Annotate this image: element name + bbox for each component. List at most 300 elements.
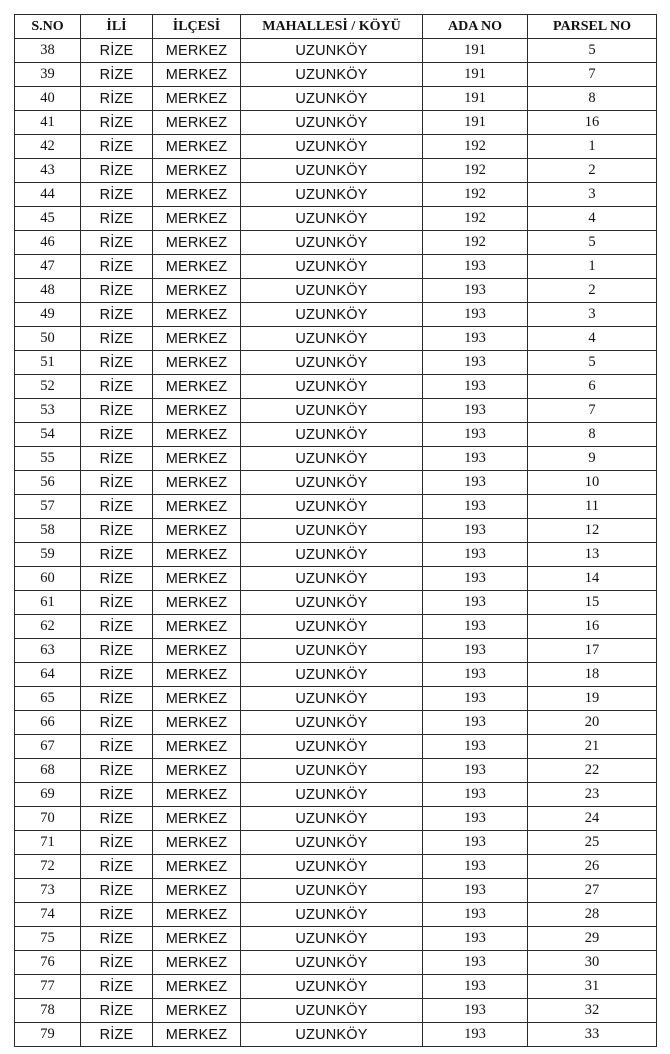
table-row <box>15 471 657 495</box>
cell-il: RİZE <box>81 471 153 495</box>
cell-mahalle: UZUNKÖY <box>241 855 423 879</box>
table-row <box>15 39 657 63</box>
header-ada: ADA NO <box>423 15 528 39</box>
cell-parsel: 24 <box>528 807 657 831</box>
cell-sno: 76 <box>15 951 81 975</box>
cell-sno: 60 <box>15 567 81 591</box>
cell-sno: 53 <box>15 399 81 423</box>
cell-mahalle: UZUNKÖY <box>241 879 423 903</box>
cell-sno: 47 <box>15 255 81 279</box>
cell-mahalle: UZUNKÖY <box>241 303 423 327</box>
cell-mahalle: UZUNKÖY <box>241 591 423 615</box>
table-row <box>15 255 657 279</box>
cell-sno: 40 <box>15 87 81 111</box>
cell-ilce: MERKEZ <box>153 759 241 783</box>
cell-parsel: 5 <box>528 39 657 63</box>
cell-mahalle: UZUNKÖY <box>241 663 423 687</box>
cell-sno: 77 <box>15 975 81 999</box>
table-row <box>15 639 657 663</box>
cell-mahalle: UZUNKÖY <box>241 783 423 807</box>
table-row <box>15 135 657 159</box>
cell-il: RİZE <box>81 279 153 303</box>
cell-parsel: 5 <box>528 351 657 375</box>
cell-sno: 57 <box>15 495 81 519</box>
cell-mahalle: UZUNKÖY <box>241 39 423 63</box>
header-row <box>15 15 657 39</box>
table-row <box>15 903 657 927</box>
cell-sno: 71 <box>15 831 81 855</box>
table-row <box>15 567 657 591</box>
table-row <box>15 1023 657 1047</box>
cell-ada: 193 <box>423 759 528 783</box>
cell-ada: 193 <box>423 615 528 639</box>
parcel-table <box>14 14 657 1047</box>
cell-mahalle: UZUNKÖY <box>241 327 423 351</box>
table-row <box>15 543 657 567</box>
cell-mahalle: UZUNKÖY <box>241 207 423 231</box>
cell-parsel: 3 <box>528 183 657 207</box>
cell-parsel: 1 <box>528 135 657 159</box>
cell-ilce: MERKEZ <box>153 927 241 951</box>
cell-mahalle: UZUNKÖY <box>241 375 423 399</box>
table-row <box>15 375 657 399</box>
cell-mahalle: UZUNKÖY <box>241 63 423 87</box>
cell-ada: 192 <box>423 231 528 255</box>
table-row <box>15 207 657 231</box>
cell-parsel: 27 <box>528 879 657 903</box>
cell-sno: 64 <box>15 663 81 687</box>
cell-mahalle: UZUNKÖY <box>241 927 423 951</box>
cell-parsel: 9 <box>528 447 657 471</box>
cell-il: RİZE <box>81 303 153 327</box>
table-row <box>15 831 657 855</box>
table-header <box>15 15 657 39</box>
table-row <box>15 279 657 303</box>
cell-il: RİZE <box>81 927 153 951</box>
cell-ilce: MERKEZ <box>153 615 241 639</box>
cell-sno: 72 <box>15 855 81 879</box>
cell-il: RİZE <box>81 687 153 711</box>
cell-parsel: 28 <box>528 903 657 927</box>
table-body <box>15 39 657 1047</box>
cell-ilce: MERKEZ <box>153 783 241 807</box>
cell-mahalle: UZUNKÖY <box>241 831 423 855</box>
cell-ada: 193 <box>423 567 528 591</box>
table-row <box>15 423 657 447</box>
cell-ada: 193 <box>423 303 528 327</box>
cell-ilce: MERKEZ <box>153 807 241 831</box>
cell-parsel: 2 <box>528 279 657 303</box>
cell-il: RİZE <box>81 519 153 543</box>
cell-mahalle: UZUNKÖY <box>241 183 423 207</box>
cell-ilce: MERKEZ <box>153 279 241 303</box>
cell-il: RİZE <box>81 567 153 591</box>
cell-ada: 193 <box>423 903 528 927</box>
cell-ilce: MERKEZ <box>153 567 241 591</box>
cell-parsel: 21 <box>528 735 657 759</box>
cell-mahalle: UZUNKÖY <box>241 351 423 375</box>
cell-il: RİZE <box>81 879 153 903</box>
cell-mahalle: UZUNKÖY <box>241 687 423 711</box>
table-row <box>15 63 657 87</box>
cell-mahalle: UZUNKÖY <box>241 639 423 663</box>
cell-mahalle: UZUNKÖY <box>241 999 423 1023</box>
cell-ada: 193 <box>423 639 528 663</box>
cell-mahalle: UZUNKÖY <box>241 111 423 135</box>
cell-il: RİZE <box>81 135 153 159</box>
cell-ada: 193 <box>423 855 528 879</box>
cell-ada: 193 <box>423 471 528 495</box>
cell-parsel: 33 <box>528 1023 657 1047</box>
cell-ilce: MERKEZ <box>153 687 241 711</box>
cell-ilce: MERKEZ <box>153 351 241 375</box>
table-row <box>15 399 657 423</box>
cell-mahalle: UZUNKÖY <box>241 543 423 567</box>
table-row <box>15 663 657 687</box>
cell-il: RİZE <box>81 855 153 879</box>
cell-ilce: MERKEZ <box>153 447 241 471</box>
cell-ilce: MERKEZ <box>153 399 241 423</box>
cell-ada: 193 <box>423 495 528 519</box>
cell-mahalle: UZUNKÖY <box>241 975 423 999</box>
cell-il: RİZE <box>81 327 153 351</box>
cell-ada: 193 <box>423 1023 528 1047</box>
cell-mahalle: UZUNKÖY <box>241 711 423 735</box>
cell-ada: 193 <box>423 831 528 855</box>
cell-ada: 191 <box>423 39 528 63</box>
cell-ada: 193 <box>423 735 528 759</box>
cell-sno: 62 <box>15 615 81 639</box>
cell-ada: 192 <box>423 183 528 207</box>
cell-parsel: 32 <box>528 999 657 1023</box>
cell-mahalle: UZUNKÖY <box>241 255 423 279</box>
cell-ilce: MERKEZ <box>153 951 241 975</box>
cell-ilce: MERKEZ <box>153 231 241 255</box>
cell-sno: 45 <box>15 207 81 231</box>
cell-ilce: MERKEZ <box>153 87 241 111</box>
cell-mahalle: UZUNKÖY <box>241 903 423 927</box>
cell-sno: 42 <box>15 135 81 159</box>
cell-ilce: MERKEZ <box>153 375 241 399</box>
cell-sno: 61 <box>15 591 81 615</box>
cell-ada: 193 <box>423 783 528 807</box>
cell-sno: 46 <box>15 231 81 255</box>
cell-il: RİZE <box>81 495 153 519</box>
cell-ada: 193 <box>423 711 528 735</box>
cell-mahalle: UZUNKÖY <box>241 399 423 423</box>
cell-parsel: 16 <box>528 615 657 639</box>
cell-parsel: 11 <box>528 495 657 519</box>
cell-mahalle: UZUNKÖY <box>241 495 423 519</box>
cell-ada: 193 <box>423 543 528 567</box>
cell-il: RİZE <box>81 759 153 783</box>
cell-ilce: MERKEZ <box>153 255 241 279</box>
cell-mahalle: UZUNKÖY <box>241 615 423 639</box>
table-row <box>15 495 657 519</box>
cell-ilce: MERKEZ <box>153 135 241 159</box>
cell-il: RİZE <box>81 615 153 639</box>
cell-parsel: 3 <box>528 303 657 327</box>
cell-ilce: MERKEZ <box>153 903 241 927</box>
cell-ada: 192 <box>423 159 528 183</box>
cell-il: RİZE <box>81 975 153 999</box>
table-row <box>15 615 657 639</box>
cell-il: RİZE <box>81 39 153 63</box>
cell-ada: 193 <box>423 951 528 975</box>
cell-ilce: MERKEZ <box>153 591 241 615</box>
cell-parsel: 13 <box>528 543 657 567</box>
cell-sno: 73 <box>15 879 81 903</box>
cell-ilce: MERKEZ <box>153 855 241 879</box>
cell-mahalle: UZUNKÖY <box>241 231 423 255</box>
cell-sno: 38 <box>15 39 81 63</box>
cell-ada: 192 <box>423 207 528 231</box>
cell-ilce: MERKEZ <box>153 39 241 63</box>
table-row <box>15 951 657 975</box>
cell-parsel: 18 <box>528 663 657 687</box>
cell-ilce: MERKEZ <box>153 471 241 495</box>
cell-il: RİZE <box>81 807 153 831</box>
table-row <box>15 327 657 351</box>
header-ilce: İLÇESİ <box>153 15 241 39</box>
cell-il: RİZE <box>81 63 153 87</box>
cell-ilce: MERKEZ <box>153 327 241 351</box>
cell-parsel: 1 <box>528 255 657 279</box>
cell-mahalle: UZUNKÖY <box>241 471 423 495</box>
cell-ada: 193 <box>423 663 528 687</box>
cell-sno: 78 <box>15 999 81 1023</box>
table-row <box>15 351 657 375</box>
cell-mahalle: UZUNKÖY <box>241 567 423 591</box>
table-row <box>15 879 657 903</box>
cell-il: RİZE <box>81 399 153 423</box>
cell-parsel: 6 <box>528 375 657 399</box>
cell-parsel: 12 <box>528 519 657 543</box>
cell-parsel: 4 <box>528 207 657 231</box>
cell-il: RİZE <box>81 831 153 855</box>
cell-parsel: 26 <box>528 855 657 879</box>
cell-sno: 49 <box>15 303 81 327</box>
cell-parsel: 17 <box>528 639 657 663</box>
cell-parsel: 7 <box>528 63 657 87</box>
cell-il: RİZE <box>81 543 153 567</box>
cell-mahalle: UZUNKÖY <box>241 423 423 447</box>
cell-ada: 191 <box>423 63 528 87</box>
cell-sno: 69 <box>15 783 81 807</box>
cell-ilce: MERKEZ <box>153 111 241 135</box>
cell-parsel: 22 <box>528 759 657 783</box>
cell-il: RİZE <box>81 375 153 399</box>
table-row <box>15 87 657 111</box>
cell-il: RİZE <box>81 423 153 447</box>
cell-parsel: 8 <box>528 423 657 447</box>
cell-ilce: MERKEZ <box>153 495 241 519</box>
cell-ada: 193 <box>423 807 528 831</box>
cell-sno: 41 <box>15 111 81 135</box>
cell-sno: 67 <box>15 735 81 759</box>
cell-parsel: 31 <box>528 975 657 999</box>
cell-parsel: 23 <box>528 783 657 807</box>
cell-ada: 191 <box>423 111 528 135</box>
cell-parsel: 15 <box>528 591 657 615</box>
cell-ada: 193 <box>423 999 528 1023</box>
cell-ada: 192 <box>423 135 528 159</box>
table-row <box>15 735 657 759</box>
cell-ada: 191 <box>423 87 528 111</box>
cell-sno: 68 <box>15 759 81 783</box>
cell-il: RİZE <box>81 735 153 759</box>
table-row <box>15 759 657 783</box>
table-row <box>15 855 657 879</box>
cell-ilce: MERKEZ <box>153 183 241 207</box>
cell-mahalle: UZUNKÖY <box>241 735 423 759</box>
cell-sno: 48 <box>15 279 81 303</box>
table-row <box>15 183 657 207</box>
cell-il: RİZE <box>81 663 153 687</box>
cell-ilce: MERKEZ <box>153 519 241 543</box>
cell-sno: 70 <box>15 807 81 831</box>
cell-sno: 58 <box>15 519 81 543</box>
cell-mahalle: UZUNKÖY <box>241 279 423 303</box>
cell-il: RİZE <box>81 183 153 207</box>
table-row <box>15 687 657 711</box>
cell-sno: 65 <box>15 687 81 711</box>
cell-ada: 193 <box>423 423 528 447</box>
cell-ilce: MERKEZ <box>153 543 241 567</box>
cell-sno: 55 <box>15 447 81 471</box>
cell-mahalle: UZUNKÖY <box>241 807 423 831</box>
cell-parsel: 29 <box>528 927 657 951</box>
cell-ada: 193 <box>423 519 528 543</box>
cell-ilce: MERKEZ <box>153 207 241 231</box>
cell-il: RİZE <box>81 1023 153 1047</box>
table-row <box>15 111 657 135</box>
cell-ada: 193 <box>423 279 528 303</box>
cell-ilce: MERKEZ <box>153 975 241 999</box>
cell-ilce: MERKEZ <box>153 663 241 687</box>
cell-ada: 193 <box>423 399 528 423</box>
cell-parsel: 7 <box>528 399 657 423</box>
cell-ada: 193 <box>423 591 528 615</box>
cell-sno: 39 <box>15 63 81 87</box>
table-row <box>15 447 657 471</box>
cell-sno: 75 <box>15 927 81 951</box>
table-row <box>15 975 657 999</box>
cell-ilce: MERKEZ <box>153 735 241 759</box>
cell-mahalle: UZUNKÖY <box>241 159 423 183</box>
header-sno: S.NO <box>15 15 81 39</box>
cell-ada: 193 <box>423 375 528 399</box>
cell-sno: 54 <box>15 423 81 447</box>
cell-parsel: 30 <box>528 951 657 975</box>
cell-sno: 79 <box>15 1023 81 1047</box>
cell-ilce: MERKEZ <box>153 639 241 663</box>
cell-parsel: 10 <box>528 471 657 495</box>
cell-il: RİZE <box>81 639 153 663</box>
cell-ilce: MERKEZ <box>153 63 241 87</box>
table-row <box>15 519 657 543</box>
cell-parsel: 14 <box>528 567 657 591</box>
cell-il: RİZE <box>81 447 153 471</box>
cell-parsel: 8 <box>528 87 657 111</box>
cell-ilce: MERKEZ <box>153 303 241 327</box>
cell-ilce: MERKEZ <box>153 879 241 903</box>
cell-ilce: MERKEZ <box>153 159 241 183</box>
table-row <box>15 807 657 831</box>
cell-il: RİZE <box>81 903 153 927</box>
table-row <box>15 783 657 807</box>
cell-parsel: 2 <box>528 159 657 183</box>
cell-sno: 44 <box>15 183 81 207</box>
cell-ada: 193 <box>423 927 528 951</box>
cell-ilce: MERKEZ <box>153 831 241 855</box>
cell-ada: 193 <box>423 975 528 999</box>
cell-mahalle: UZUNKÖY <box>241 519 423 543</box>
table-row <box>15 999 657 1023</box>
cell-ada: 193 <box>423 351 528 375</box>
cell-il: RİZE <box>81 951 153 975</box>
cell-ada: 193 <box>423 687 528 711</box>
cell-il: RİZE <box>81 711 153 735</box>
cell-il: RİZE <box>81 207 153 231</box>
cell-mahalle: UZUNKÖY <box>241 951 423 975</box>
cell-sno: 66 <box>15 711 81 735</box>
cell-sno: 51 <box>15 351 81 375</box>
cell-il: RİZE <box>81 351 153 375</box>
cell-sno: 52 <box>15 375 81 399</box>
cell-ada: 193 <box>423 447 528 471</box>
cell-parsel: 16 <box>528 111 657 135</box>
cell-il: RİZE <box>81 231 153 255</box>
cell-sno: 59 <box>15 543 81 567</box>
header-mahalle: MAHALLESİ / KÖYÜ <box>241 15 423 39</box>
cell-ilce: MERKEZ <box>153 999 241 1023</box>
table-row <box>15 711 657 735</box>
cell-sno: 74 <box>15 903 81 927</box>
cell-sno: 50 <box>15 327 81 351</box>
cell-parsel: 25 <box>528 831 657 855</box>
table-row <box>15 927 657 951</box>
cell-il: RİZE <box>81 783 153 807</box>
cell-il: RİZE <box>81 591 153 615</box>
cell-sno: 63 <box>15 639 81 663</box>
cell-parsel: 4 <box>528 327 657 351</box>
cell-il: RİZE <box>81 255 153 279</box>
table-row <box>15 591 657 615</box>
cell-il: RİZE <box>81 111 153 135</box>
cell-mahalle: UZUNKÖY <box>241 1023 423 1047</box>
table-row <box>15 231 657 255</box>
cell-parsel: 20 <box>528 711 657 735</box>
cell-ilce: MERKEZ <box>153 1023 241 1047</box>
cell-il: RİZE <box>81 159 153 183</box>
cell-parsel: 19 <box>528 687 657 711</box>
cell-mahalle: UZUNKÖY <box>241 759 423 783</box>
cell-mahalle: UZUNKÖY <box>241 447 423 471</box>
header-parsel: PARSEL NO <box>528 15 657 39</box>
cell-sno: 43 <box>15 159 81 183</box>
cell-ada: 193 <box>423 327 528 351</box>
table-row <box>15 303 657 327</box>
cell-sno: 56 <box>15 471 81 495</box>
cell-il: RİZE <box>81 87 153 111</box>
cell-ilce: MERKEZ <box>153 423 241 447</box>
header-il: İLİ <box>81 15 153 39</box>
cell-mahalle: UZUNKÖY <box>241 135 423 159</box>
cell-ada: 193 <box>423 255 528 279</box>
cell-mahalle: UZUNKÖY <box>241 87 423 111</box>
cell-il: RİZE <box>81 999 153 1023</box>
